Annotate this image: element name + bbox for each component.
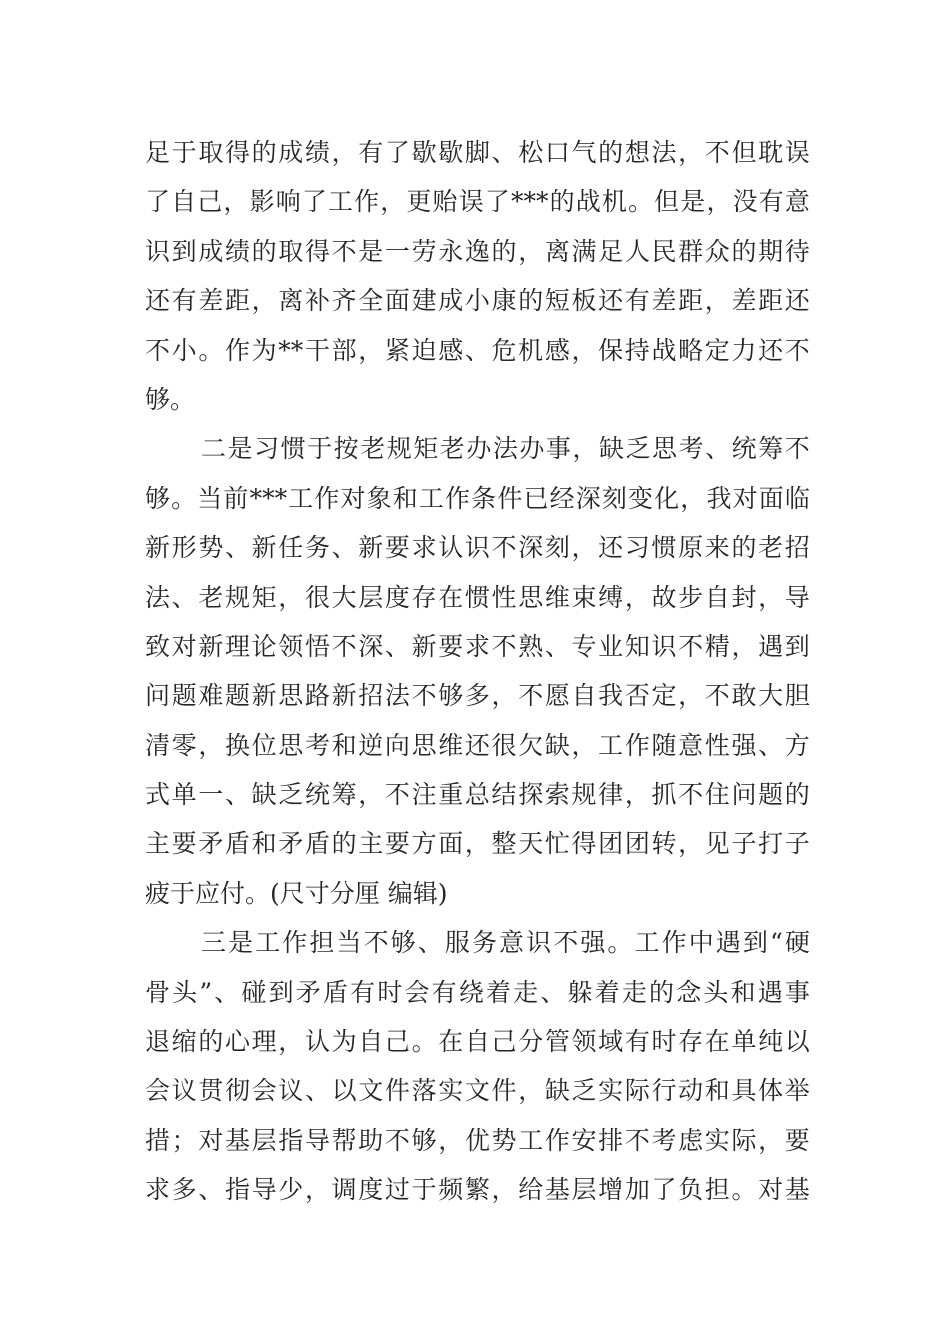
text-line: 足 于 取 得 的 成 绩 ， 有 了 歇 歇 脚 、 松 口 气 的 想 法 ， 不 但 耽 误	[145, 138, 810, 167]
text-line: 措 ； 对 基 层 指 导 帮 助 不 够 ， 优 势 工 作 安 排 不 考 虑 实 际 ， 要	[145, 1125, 810, 1155]
text-line: 够 。 当 前 *** 工 作 对 象 和 工 作 条 件 已 经 深 刻 变 化 ， 我 对 面 临	[145, 483, 810, 513]
text-line: 还 有 差 距 ， 离 补 齐 全 面 建 成 小 康 的 短 板 还 有 差 距 ， 差 距 还	[145, 286, 810, 316]
text-line: 了 自 己 ， 影 响 了 工 作 ， 更 贻 误 了 *** 的 战 机 。 但 是 ， 没 有 意	[145, 187, 810, 217]
text-line: 识 到 成 绩 的 取 得 不 是 一 劳 永 逸 的 ， 离 满 足 人 民 群 众 的 期 待	[145, 236, 810, 266]
text-line: 退 缩 的 心 理 ， 认 为 自 己 。 在 自 己 分 管 领 域 有 时 存 在 单 纯 以	[145, 1027, 810, 1057]
text-line: 会 议 贯 彻 会 议 、 以 文 件 落 实 文 件 ， 缺 乏 实 际 行 动 和 具 体 举	[145, 1076, 810, 1106]
text-line: 清 零 ， 换 位 思 考 和 逆 向 思 维 还 很 欠 缺 ， 工 作 随 意 性 强 、 方	[145, 730, 810, 760]
text-line: 骨 头 ” 、 碰 到 矛 盾 有 时 会 有 绕 着 走 、 躲 着 走 的 念 头 和 遇 事	[145, 977, 810, 1007]
text-line: 疲于应付。(尺寸分厘 编辑)	[145, 878, 448, 908]
text-line: 问 题 难 题 新 思 路 新 招 法 不 够 多 ， 不 愿 自 我 否 定 ， 不 敢 大 胆	[145, 681, 810, 711]
text-line: 够。	[145, 384, 196, 414]
document-body	[145, 128, 810, 1215]
text-line: 主 要 矛 盾 和 矛 盾 的 主 要 方 面 ， 整 天 忙 得 团 团 转 ， 见 子 打 子	[145, 829, 810, 859]
text-line: 致 对 新 理 论 领 悟 不 深 、 新 要 求 不 熟 、 专 业 知 识 不 精 ， 遇 到	[145, 631, 810, 661]
text-line: 求 多 、 指 导 少 ， 调 度 过 于 频 繁 ， 给 基 层 增 加 了 负 担 。 对 基	[145, 1175, 810, 1205]
text-line: 二 是 习 惯 于 按 老 规 矩 老 办 法 办 事 ， 缺 乏 思 考 、 统 筹 不	[201, 434, 810, 464]
text-line: 法 、 老 规 矩 ， 很 大 层 度 存 在 惯 性 思 维 束 缚 ， 故 步 自 封 ， 导	[145, 582, 810, 612]
text-line: 不 小 。 作 为 ** 干 部 ， 紧 迫 感 、 危 机 感 ， 保 持 战 略 定 力 还 不	[145, 335, 810, 365]
text-line: 三 是 工 作 担 当 不 够 、 服 务 意 识 不 强 。 工 作 中 遇 到 “ 硬	[201, 928, 810, 958]
text-line: 新 形 势 、 新 任 务 、 新 要 求 认 识 不 深 刻 ， 还 习 惯 原 来 的 老 招	[145, 533, 810, 563]
text-line: 式 单 一 、 缺 乏 统 筹 ， 不 注 重 总 结 探 索 规 律 ， 抓 不 住 问 题 的	[145, 780, 810, 810]
